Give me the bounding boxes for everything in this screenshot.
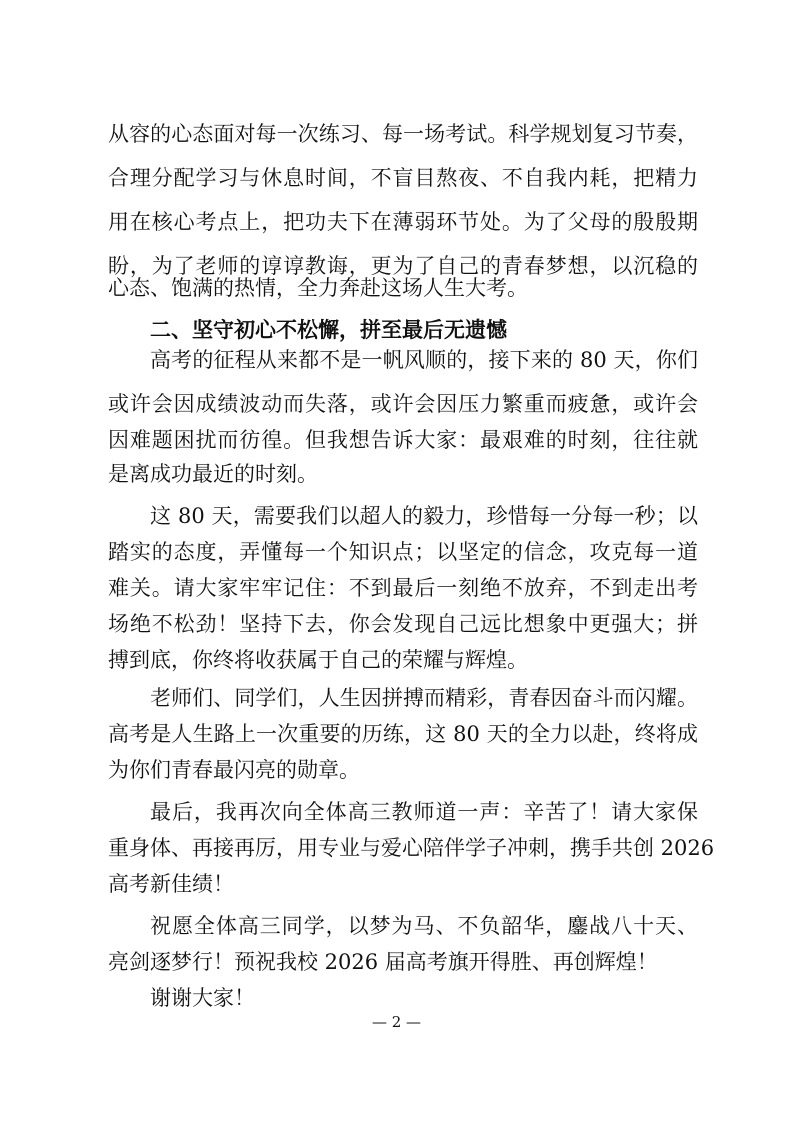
body-line: 心态、饱满的热情，全力奔赴这场人生大考。 xyxy=(108,276,528,300)
body-line: 用在核心考点上，把功夫下在薄弱环节处。为了父母的殷殷期 xyxy=(108,210,698,234)
body-line: 重身体、再接再厉，用专业与爱心陪伴学子冲刺，携手共创 2026 xyxy=(108,836,715,860)
body-line: 老师们、同学们，人生因拼搏而精彩，青春因奋斗而闪耀。 xyxy=(150,686,698,710)
body-line: 高考新佳绩！ xyxy=(108,872,234,896)
body-line: 从容的心态面对每一次练习、每一场考试。科学规划复习节奏， xyxy=(108,122,698,146)
body-line: 是离成功最近的时刻。 xyxy=(108,462,318,486)
body-line: 难关。请大家牢牢记住：不到最后一刻绝不放弃，不到走出考 xyxy=(108,576,698,600)
body-line: 场绝不松劲！坚持下去，你会发现自己远比想象中更强大；拼 xyxy=(108,612,698,636)
body-line: 高考是人生路上一次重要的历练，这 80 天的全力以赴，终将成 xyxy=(108,722,698,746)
body-line: 盼，为了老师的谆谆教诲，更为了自己的青春梦想，以沉稳的 xyxy=(108,254,698,278)
body-line: 亮剑逐梦行！预祝我校 2026 届高考旗开得胜、再创辉煌！ xyxy=(108,950,658,974)
body-line: 谢谢大家！ xyxy=(150,986,255,1010)
body-line: 高考的征程从来都不是一帆风顺的，接下来的 80 天，你们 xyxy=(150,348,698,372)
body-line: 为你们青春最闪亮的勋章。 xyxy=(108,758,360,782)
body-line: 或许会因成绩波动而失落，或许会因压力繁重而疲惫，或许会 xyxy=(108,392,698,416)
body-line: 踏实的态度，弄懂每一个知识点；以坚定的信念，攻克每一道 xyxy=(108,540,698,564)
body-line: 合理分配学习与休息时间，不盲目熬夜、不自我内耗，把精力 xyxy=(108,166,698,190)
body-line: 因难题困扰而彷徨。但我想告诉大家：最艰难的时刻，往往就 xyxy=(108,428,698,452)
page-number: — 2 — xyxy=(371,1013,422,1031)
body-line: 这 80 天，需要我们以超人的毅力，珍惜每一分每一秒；以 xyxy=(150,504,698,528)
body-line: 最后，我再次向全体高三教师道一声：辛苦了！请大家保 xyxy=(150,800,698,824)
body-line: 祝愿全体高三同学，以梦为马、不负韶华，鏖战八十天、 xyxy=(150,914,698,938)
body-line: 搏到底，你终将收获属于自己的荣耀与辉煌。 xyxy=(108,648,528,672)
section-heading: 二、坚守初心不松懈，拼至最后无遗憾 xyxy=(150,318,507,342)
